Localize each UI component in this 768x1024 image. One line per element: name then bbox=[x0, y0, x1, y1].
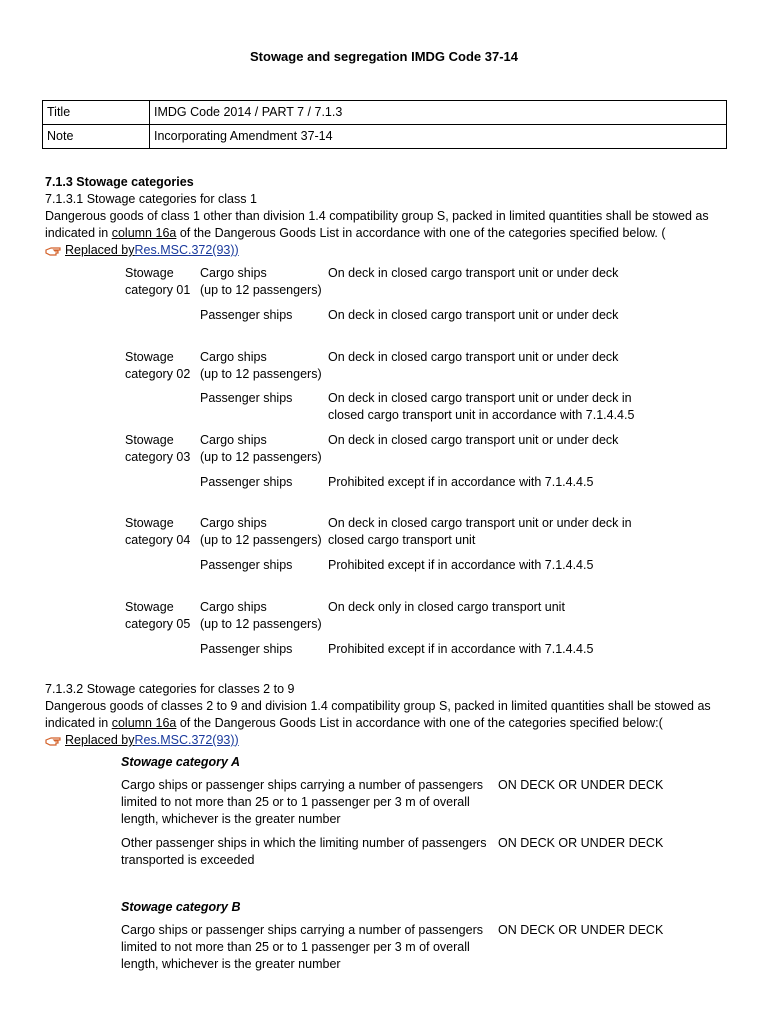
table-row bbox=[43, 125, 727, 149]
passenger-ships-rule: On deck in closed cargo transport unit or under deck bbox=[328, 308, 619, 322]
section-class1-intro bbox=[45, 174, 735, 262]
paragraph-line: indicated in column 16a of the Dangerous Goods List in accordance with one of the categories specified below. ( bbox=[45, 226, 666, 240]
cargo-ships-label: Cargo ships (up to 12 passengers) bbox=[200, 266, 322, 297]
subsection-heading: 7.1.3.1 Stowage categories for class 1 bbox=[45, 192, 257, 206]
category-title: Stowage category A bbox=[121, 755, 241, 769]
passenger-ships-label: Passenger ships bbox=[200, 391, 293, 405]
table-row bbox=[43, 101, 727, 125]
replaced-note: Replaced by Res.MSC.372(93) ) bbox=[45, 732, 239, 749]
stowage-rule: ON DECK OR UNDER DECK bbox=[498, 836, 664, 850]
paragraph-line: indicated in column 16a of the Dangerous Goods List in accordance with one of the categories specified below:( bbox=[45, 716, 663, 730]
metadata-table bbox=[42, 100, 727, 149]
subsection-heading: 7.1.3.2 Stowage categories for classes 2 to 9 bbox=[45, 682, 295, 696]
passenger-ships-rule: On deck in closed cargo transport unit or under deck in closed cargo transport unit in accordance with 7.1.4.4.5 bbox=[328, 391, 635, 422]
cargo-ships-rule: On deck in closed cargo transport unit or under deck bbox=[328, 350, 619, 364]
ship-condition: Cargo ships or passenger ships carrying a number of passengers limited to not more than 25 or to 1 passenger per 3 m of overall length, whichever is the greater number bbox=[121, 923, 483, 971]
stowage-rule: ON DECK OR UNDER DECK bbox=[498, 923, 664, 937]
section-class2-9-intro bbox=[45, 681, 735, 752]
pointing-hand-icon bbox=[45, 245, 63, 257]
cargo-ships-label: Cargo ships (up to 12 passengers) bbox=[200, 433, 322, 464]
cargo-ships-rule: On deck only in closed cargo transport unit bbox=[328, 600, 565, 614]
ship-condition: Other passenger ships in which the limiting number of passengers transported is exceeded bbox=[121, 836, 487, 867]
passenger-ships-label: Passenger ships bbox=[200, 308, 293, 322]
cargo-ships-rule: On deck in closed cargo transport unit or under deck bbox=[328, 433, 619, 447]
meta-key: Title bbox=[43, 101, 150, 125]
category-title: Stowage category B bbox=[121, 900, 241, 914]
cargo-ships-label: Cargo ships (up to 12 passengers) bbox=[200, 516, 322, 547]
category-label: Stowage category 01 bbox=[125, 266, 191, 297]
meta-key: Note bbox=[43, 125, 150, 149]
meta-value: IMDG Code 2014 / PART 7 / 7.1.3 bbox=[150, 101, 727, 125]
column-16a-link[interactable]: column 16a bbox=[111, 716, 177, 730]
passenger-ships-label: Passenger ships bbox=[200, 642, 293, 656]
resolution-link[interactable]: Res.MSC.372(93) bbox=[134, 733, 235, 747]
column-16a-link[interactable]: column 16a bbox=[111, 226, 177, 240]
cargo-ships-rule: On deck in closed cargo transport unit or under deck in closed cargo transport unit bbox=[328, 516, 632, 547]
category-label: Stowage category 02 bbox=[125, 350, 191, 381]
passenger-ships-rule: Prohibited except if in accordance with 7.1.4.4.5 bbox=[328, 642, 594, 656]
category-label: Stowage category 04 bbox=[125, 516, 191, 547]
cargo-ships-rule: On deck in closed cargo transport unit or under deck bbox=[328, 266, 619, 280]
replaced-note: Replaced by Res.MSC.372(93) ) bbox=[45, 242, 239, 259]
category-label: Stowage category 05 bbox=[125, 600, 191, 631]
pointing-hand-icon bbox=[45, 735, 63, 747]
replaced-label: Replaced by bbox=[65, 243, 135, 257]
stowage-rule: ON DECK OR UNDER DECK bbox=[498, 778, 664, 792]
passenger-ships-label: Passenger ships bbox=[200, 475, 293, 489]
resolution-link[interactable]: Res.MSC.372(93) bbox=[134, 243, 235, 257]
meta-value: Incorporating Amendment 37-14 bbox=[150, 125, 727, 149]
section-heading: 7.1.3 Stowage categories bbox=[45, 175, 194, 189]
passenger-ships-rule: Prohibited except if in accordance with 7.1.4.4.5 bbox=[328, 475, 594, 489]
cargo-ships-label: Cargo ships (up to 12 passengers) bbox=[200, 350, 322, 381]
replaced-label: Replaced by bbox=[65, 733, 135, 747]
passenger-ships-rule: Prohibited except if in accordance with 7.1.4.4.5 bbox=[328, 558, 594, 572]
ship-condition: Cargo ships or passenger ships carrying a number of passengers limited to not more than 25 or to 1 passenger per 3 m of overall length, whichever is the greater number bbox=[121, 778, 483, 826]
category-label: Stowage category 03 bbox=[125, 433, 191, 464]
cargo-ships-label: Cargo ships (up to 12 passengers) bbox=[200, 600, 322, 631]
passenger-ships-label: Passenger ships bbox=[200, 558, 293, 572]
paragraph-line: Dangerous goods of class 1 other than division 1.4 compatibility group S, packed in limited quantities shall be stowed as bbox=[45, 209, 709, 223]
paragraph-line: Dangerous goods of classes 2 to 9 and division 1.4 compatibility group S, packed in limited quantities shall be stowed as bbox=[45, 699, 711, 713]
document-title: Stowage and segregation IMDG Code 37-14 bbox=[250, 49, 518, 64]
